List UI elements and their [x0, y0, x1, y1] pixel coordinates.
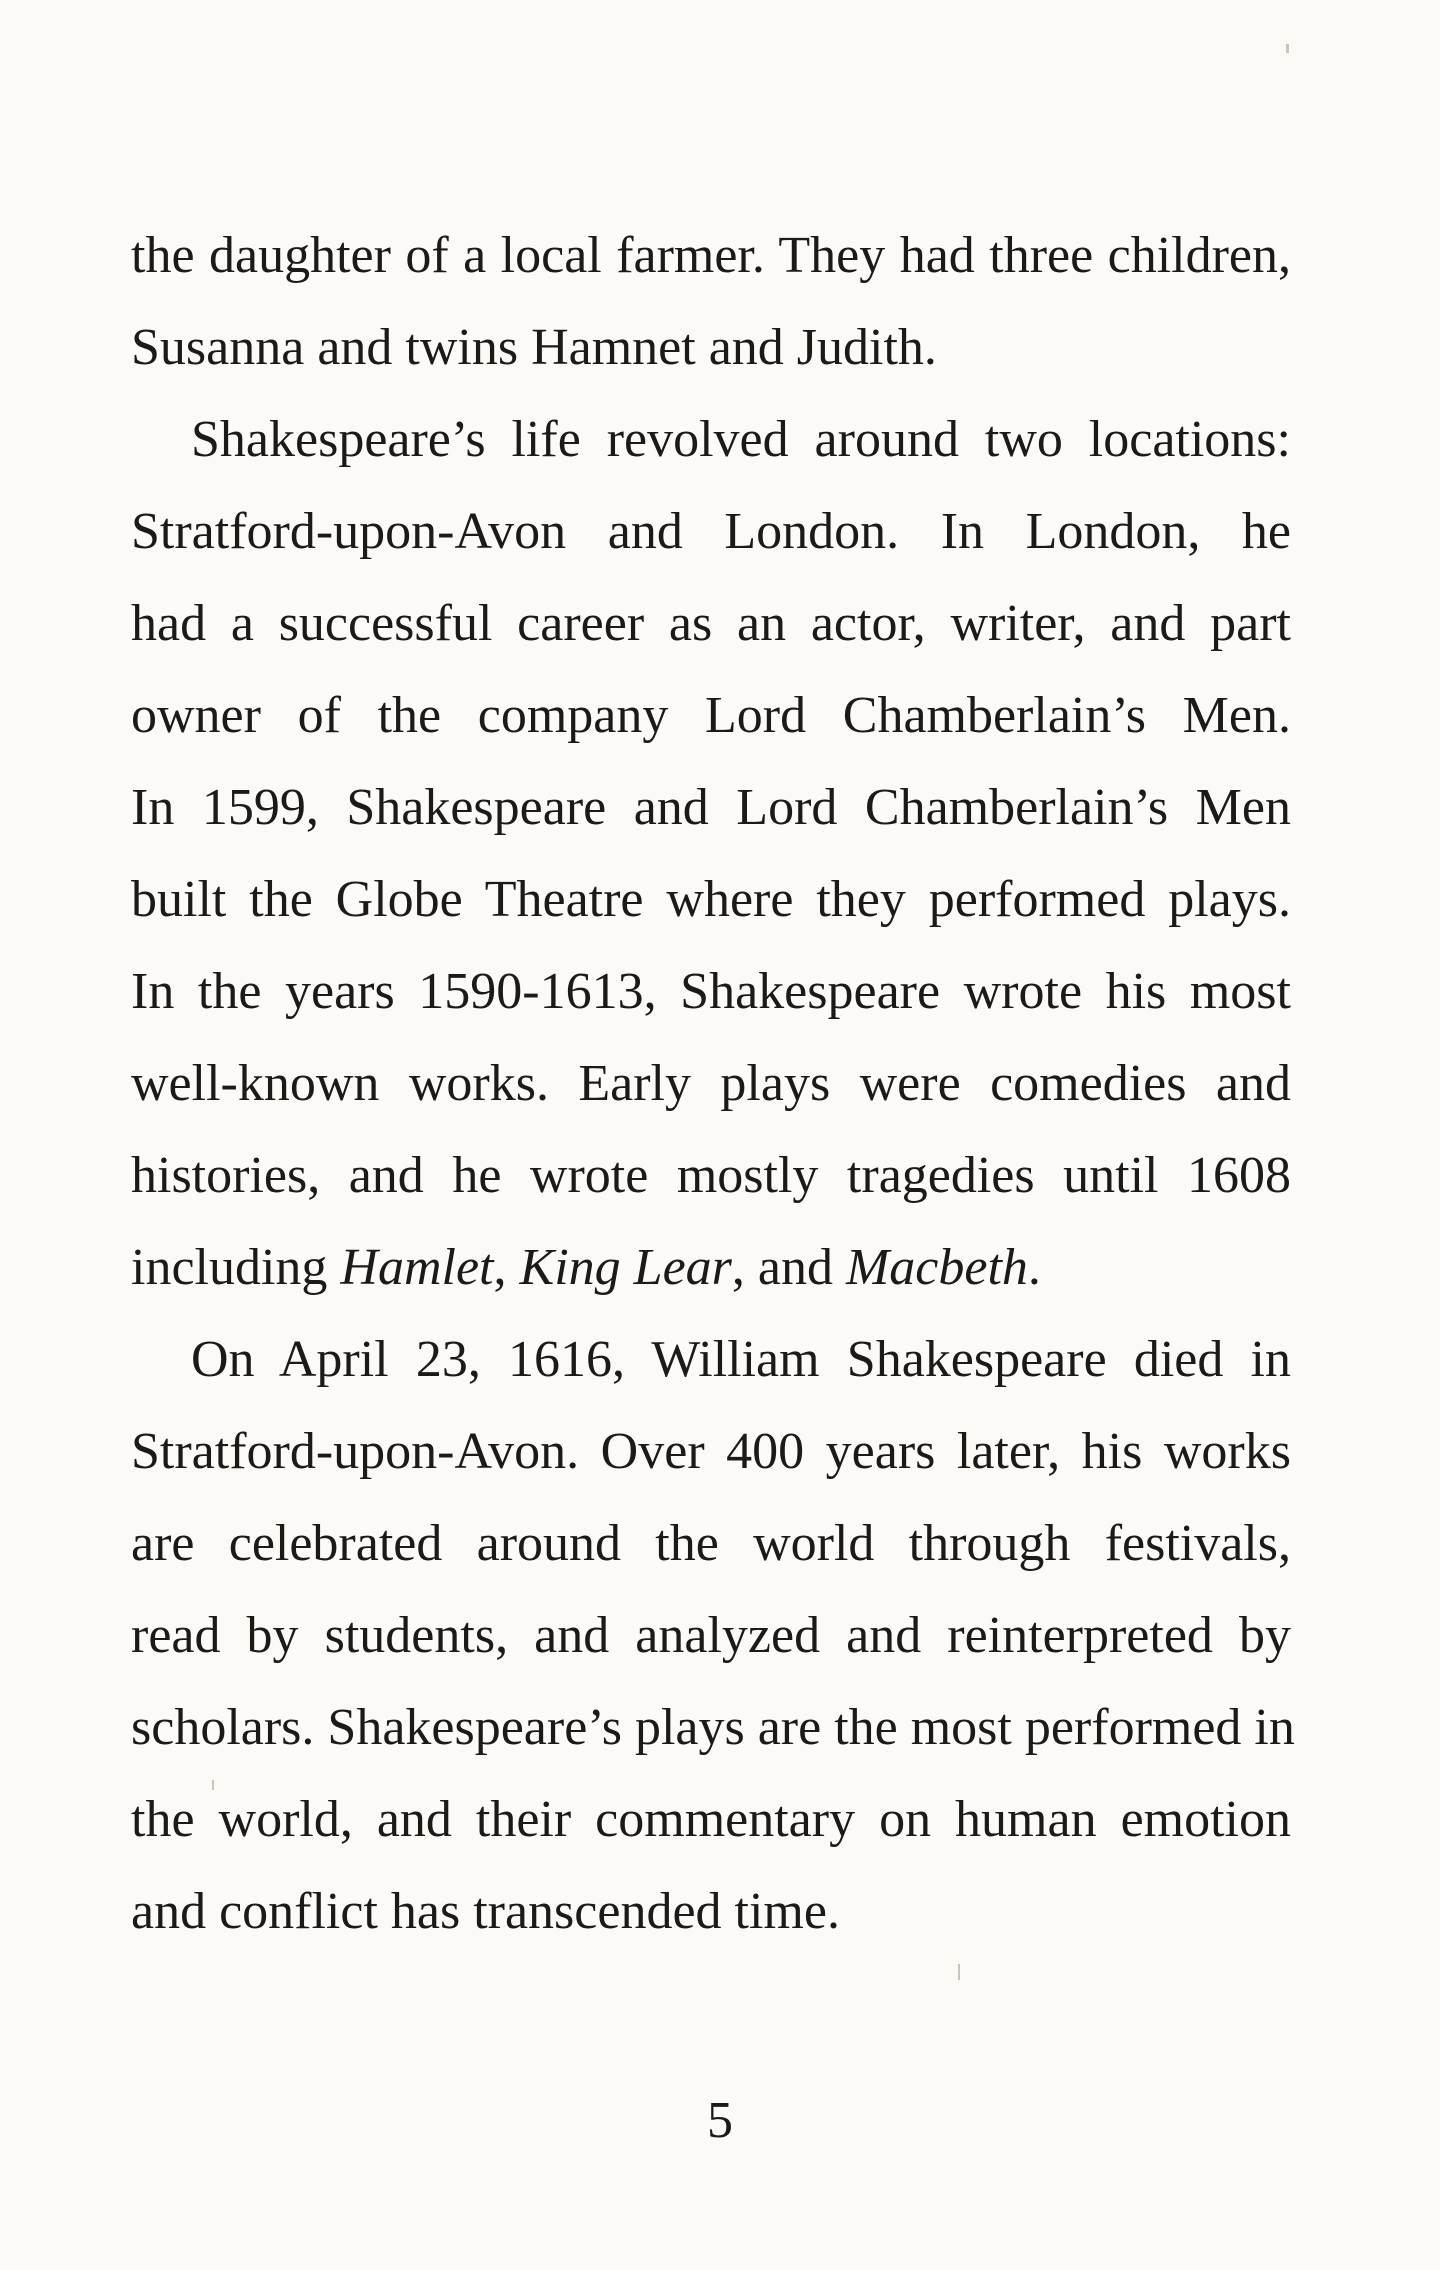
text-line: In the years 1590-1613, Shakespeare wrote his most — [131, 963, 1291, 1020]
paragraph-1 — [131, 210, 1291, 394]
text-line: Stratford-upon-Avon. Over 400 years later, his works — [131, 1423, 1291, 1480]
separator: , — [493, 1239, 520, 1296]
text-line: On April 23, 1616, William Shakespeare died in — [191, 1331, 1291, 1388]
paragraph-2 — [131, 394, 1291, 1314]
line-prefix: including — [131, 1239, 341, 1296]
text-line: Susanna and twins Hamnet and Judith. — [131, 319, 937, 376]
text-line: Stratford-upon-Avon and London. In London, he — [131, 503, 1291, 560]
text-line: and conflict has transcended time. — [131, 1883, 840, 1940]
paper-speck — [1286, 44, 1289, 53]
text-line: are celebrated around the world through festivals, — [131, 1515, 1291, 1572]
paper-speck — [958, 1964, 960, 1980]
text-line: the world, and their commentary on human emotion — [131, 1791, 1291, 1848]
text-line: built the Globe Theatre where they performed plays. — [131, 871, 1291, 928]
play-title-macbeth: Macbeth — [845, 1239, 1028, 1296]
page-number: 5 — [707, 2092, 733, 2149]
text-line: Shakespeare’s life revolved around two locations: — [191, 411, 1291, 468]
separator: , and — [731, 1239, 846, 1296]
paper-speck — [212, 1780, 214, 1790]
text-line: scholars. Shakespeare’s plays are the most performed in — [131, 1699, 1295, 1756]
text-line: the daughter of a local farmer. They had three children, — [131, 227, 1291, 284]
text-line-with-titles — [131, 1222, 1291, 1314]
text-line: had a successful career as an actor, writer, and part — [131, 595, 1291, 652]
play-title-hamlet: Hamlet — [340, 1239, 494, 1296]
text-line: histories, and he wrote mostly tragedies until 1608 — [131, 1147, 1291, 1204]
paragraph-3 — [131, 1314, 1295, 1958]
body-text — [131, 210, 1295, 1958]
text-line: well-known works. Early plays were comedies and — [131, 1055, 1291, 1112]
play-title-king-lear: King Lear — [519, 1239, 732, 1296]
text-line: read by students, and analyzed and reinterpreted by — [131, 1607, 1291, 1664]
line-suffix: . — [1027, 1239, 1041, 1296]
text-line: owner of the company Lord Chamberlain’s Men. — [131, 687, 1291, 744]
text-line: In 1599, Shakespeare and Lord Chamberlain’s Men — [131, 779, 1291, 836]
